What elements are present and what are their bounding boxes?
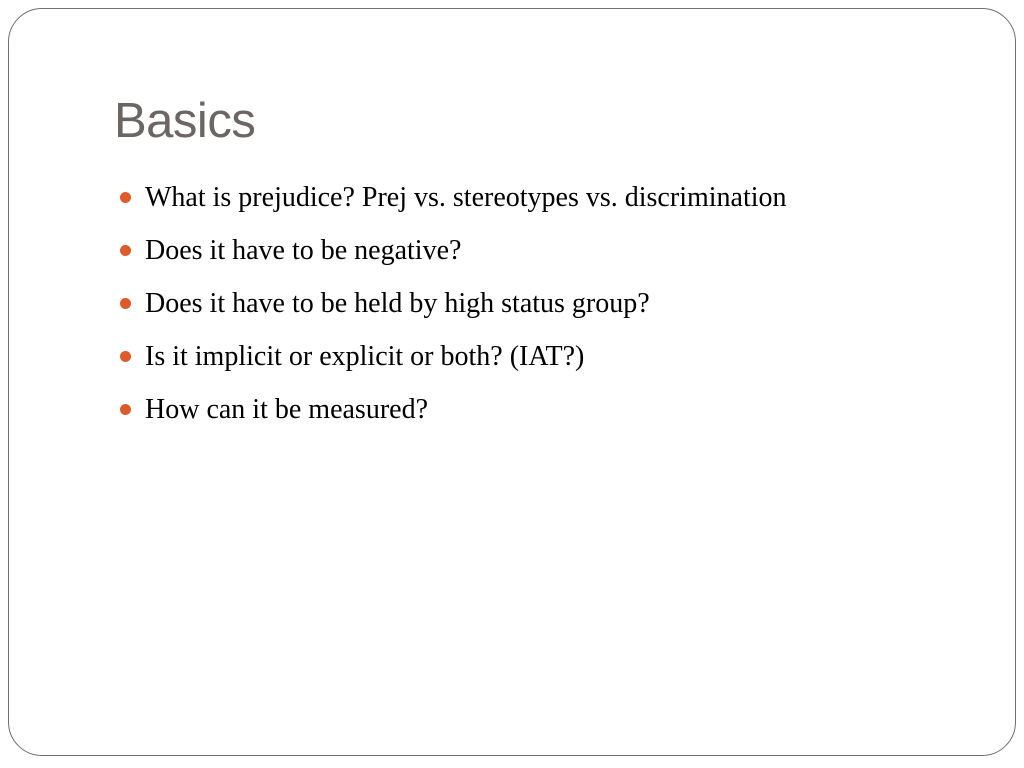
bullet-item <box>114 174 787 227</box>
bullet-dot-icon <box>120 404 131 415</box>
slide-title: Basics <box>114 94 256 148</box>
slide <box>8 8 1016 756</box>
bullet-item <box>114 280 787 333</box>
bullet-item <box>114 333 787 386</box>
bullet-text: Does it have to be held by high status group? <box>145 288 650 319</box>
bullet-text: Does it have to be negative? <box>145 235 462 266</box>
bullet-dot-icon <box>120 298 131 309</box>
bullet-list <box>114 174 787 439</box>
bullet-dot-icon <box>120 351 131 362</box>
bullet-item <box>114 227 787 280</box>
bullet-item <box>114 386 787 439</box>
bullet-dot-icon <box>120 192 131 203</box>
bullet-text: Is it implicit or explicit or both? (IAT?) <box>145 341 585 372</box>
bullet-text: How can it be measured? <box>145 394 428 425</box>
bullet-text: What is prejudice? Prej vs. stereotypes vs. discrimination <box>145 182 787 213</box>
bullet-dot-icon <box>120 245 131 256</box>
